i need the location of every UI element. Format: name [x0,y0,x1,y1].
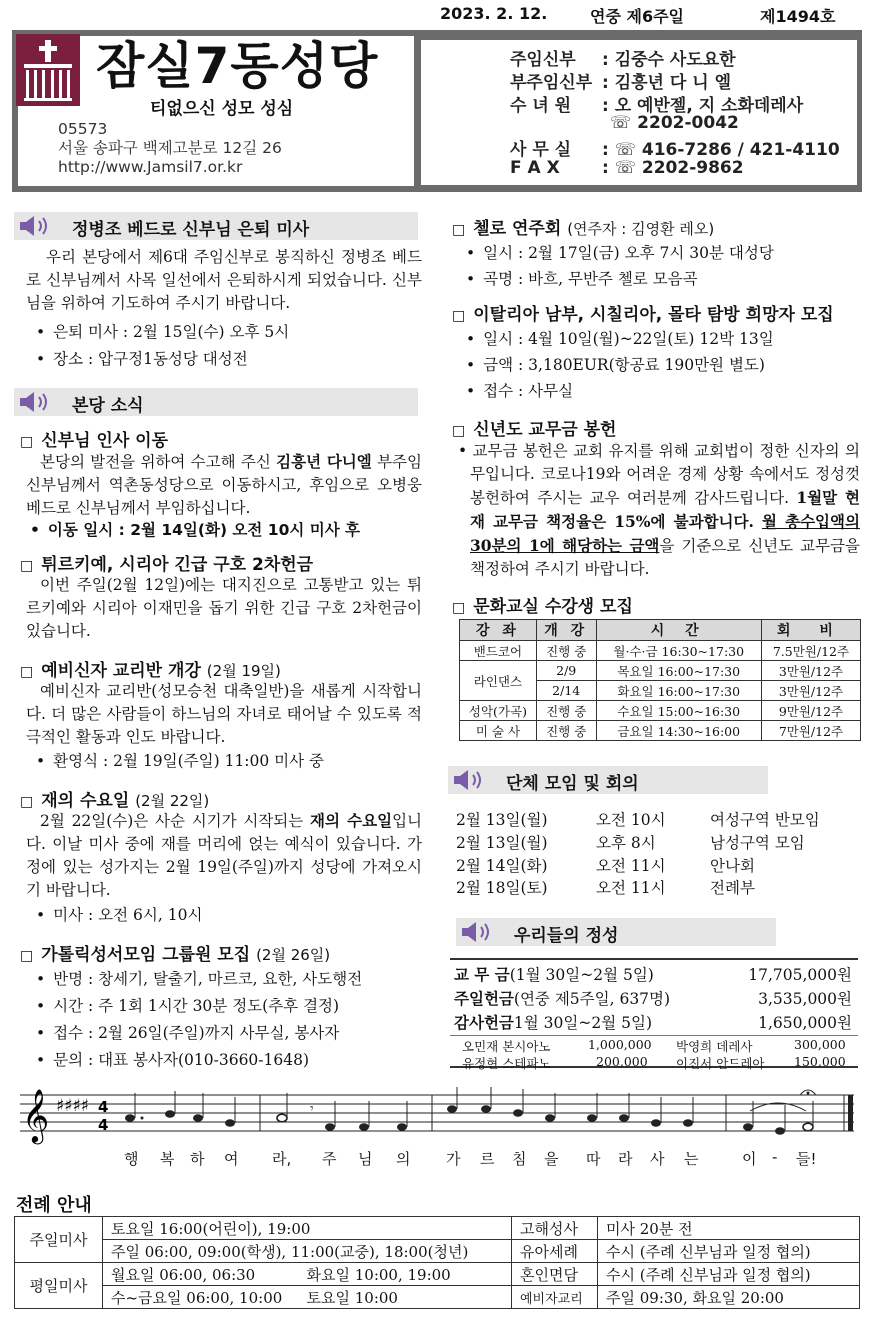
ash-heading: □ 재의 수요일 (2월 22일) [20,791,210,811]
catechumen-heading: □ 예비신자 교리반 개강 (2월 19일) [20,661,281,681]
retire-body: 우리 본당에서 제6대 주임신부로 봉직하신 정병조 베드로 신부님께서 사목 일선에서 은퇴하시게 되었습니다. 신부님을 위하여 기도하여 주시기 바랍니다. [26,248,422,312]
offering-title: 우리들의 정성 [514,926,619,946]
trip-bullet-price: • 금액 : 3,180EUR(항공료 190만원 별도) [466,353,765,375]
square-bullet-icon: □ [20,558,34,574]
square-bullet-icon: □ [20,794,34,810]
meeting-time: 오전 11시 [596,857,666,875]
offering-row: 감사헌금1월 30일~2월 5일) 1,650,000원 [454,1014,852,1032]
square-bullet-icon: □ [20,434,34,450]
section-offering [456,918,776,946]
square-bullet-icon: □ [452,222,466,238]
table-row: 미 술 사 진행 중 금요일 14:30~16:00 7만원/12주 [460,721,861,741]
col-header: 강 좌 [460,620,537,641]
section-meetings [448,766,768,794]
class-table [459,619,861,741]
class-heading: □ 문화교실 수강생 모집 [452,597,633,617]
liturgy-table [14,1216,860,1309]
col-header: 개 강 [536,620,596,641]
svg-text:4: 4 [98,1098,109,1116]
issue-line [440,4,870,28]
catechumen-body: 예비신자 교리반(성모승천 대축일반)을 새롭게 시작합니다. 더 많은 사람들이 하느님의 자녀로 태어날 수 있도록 적극적인 활동과 인도 바랍니다. [26,682,422,746]
square-bullet-icon: □ [452,308,466,324]
meeting-name: 안나회 [710,857,755,875]
svg-text:4: 4 [98,1116,109,1134]
street-address: 서울 송파구 백제고분로 12길 26 [58,139,282,157]
church-logo-icon [16,34,80,106]
transfer-bullet: • 이동 일시 : 2월 14일(화) 오전 10시 미사 후 [30,518,360,540]
donor-name: 유정현 스테파노 [462,1056,551,1071]
cello-heading: □ 첼로 연주회 (연주자 : 김영환 레오) [452,219,715,239]
donor-amount: 1,000,000 [588,1037,652,1052]
staff-office: 사 무 실 : ☏ 416-7286 / 421-4110 [510,140,840,160]
donor-name: 오민재 본시아노 [462,1039,551,1054]
bible-heading: □ 가톨릭성서모임 그룹원 모집 (2월 26일) [20,945,331,965]
bible-bullet-register: • 접수 : 2월 26일(주일)까지 사무실, 봉사자 [36,1021,339,1043]
liturgical-season: 연중 제6주일 [590,7,684,26]
speaker-icon [18,391,58,413]
staff-convent-phone: ☏ 2202-0042 [610,113,739,133]
staff-fax: F A X : ☏ 2202-9862 [510,158,744,178]
table-row: 평일미사 월요일 06:00, 06:30 화요일 10:00, 19:00 혼인면담 수시 (주례 신부님과 일정 협의) [15,1263,860,1286]
meeting-time: 오후 8시 [596,834,656,852]
table-header-row [460,620,861,641]
square-bullet-icon: □ [452,423,466,439]
meeting-time: 오전 10시 [596,811,666,829]
meeting-date: 2월 14일(화) [456,857,548,875]
parish-address-block [58,120,282,177]
square-bullet-icon: □ [20,664,34,680]
col-header: 시 간 [596,620,761,641]
sharps-icon: ♯♯♯♯ [56,1096,89,1116]
section-news [14,388,418,416]
tithe-body: • 교무금 봉헌은 교회 유지를 위해 교회법이 정한 신자의 의무입니다. 코로나19와 어려운 경제 상황 속에서도 정성껏 봉헌하여 주시는 교우 여러분께 감사드립니다. 1월말 현재 교무금 책정율은 15%에 불과합니다. 월 총수입액의 30분의 1에 해당하는 금액을 기준으로 신년도 교무금을 책정하여 주시기 바랍니다. [458,442,860,578]
table-row: 주일미사 토요일 16:00(어린이), 19:00 고해성사 미사 20분 전 [15,1217,860,1240]
bible-bullet-contact: • 문의 : 대표 봉사자(010-3660-1648) [36,1048,309,1070]
website-link[interactable]: http://www.Jamsil7.or.kr [58,158,243,176]
square-bullet-icon: □ [452,600,466,616]
meeting-date: 2월 13일(월) [456,834,548,852]
staff-convent: 수 녀 원 : 오 예반젤, 지 소화데레사 [510,96,804,116]
table-row: 밴드코어 진행 중 월·수·금 16:30~17:30 7.5만원/12주 [460,641,861,661]
svg-text:𝄾: 𝄾 [310,1101,314,1117]
donor-amount: 150,000 [794,1054,846,1069]
speaker-icon [18,215,58,237]
bible-bullet-books: • 반명 : 창세기, 탈출기, 마르코, 요한, 사도행전 [36,967,362,989]
donor-name: 박영희 데레사 [676,1039,753,1054]
issue-number: 제1494호 [760,7,836,26]
ash-bullet: • 미사 : 오전 6시, 10시 [36,903,202,925]
table-row: 성악(가곡) 진행 중 수요일 15:00~16:30 9만원/12주 [460,701,861,721]
meetings-title: 단체 모임 및 회의 [506,774,639,794]
postcode: 05573 [58,120,108,138]
bible-bullet-time: • 시간 : 주 1회 1시간 30분 정도(추후 결정) [36,994,339,1016]
notes [125,1087,816,1135]
tithe-heading: □ 신년도 교무금 봉헌 [452,420,617,440]
liturgy-title: 전례 안내 [16,1195,92,1216]
table-row: 2/14 화요일 16:00~17:30 3만원/12주 [460,681,861,701]
divider [450,1035,858,1036]
meeting-date: 2월 13일(월) [456,811,548,829]
staff-pastor: 주임신부 : 김중수 사도요한 [510,50,736,70]
trip-bullet-date: • 일시 : 4월 10일(월)~22일(토) 12박 13일 [466,327,774,349]
meeting-time: 오전 11시 [596,879,666,897]
retire-title: 정병조 베드로 신부님 은퇴 미사 [72,220,310,240]
meeting-name: 남성구역 모임 [710,834,805,852]
meeting-date: 2월 18일(토) [456,879,548,897]
square-bullet-icon: □ [20,948,34,964]
section-retire [14,212,418,240]
staff-assistant: 부주임신부 : 김흥년 다 니 엘 [510,73,732,93]
table-row: 주일 06:00, 09:00(학생), 11:00(교중), 18:00(청년) 유아세례 수시 (주례 신부님과 일정 협의) [15,1240,860,1263]
relief-heading: □ 튀르키예, 시리아 긴급 구호 2차헌금 [20,555,314,575]
speaker-icon [452,769,492,791]
catechumen-bullet: • 환영식 : 2월 19일(주일) 11:00 미사 중 [36,749,324,771]
donor-amount: 300,000 [794,1037,846,1052]
cello-bullet-time: • 일시 : 2월 17일(금) 오후 7시 30분 대성당 [466,241,774,263]
table-row: 수~금요일 06:00, 10:00 토요일 10:00 예비자교리 주일 09:30, 화요일 20:00 [15,1286,860,1309]
offering-table [450,958,858,1071]
retire-bullet-mass: • 은퇴 미사 : 2월 15일(수) 오후 5시 [36,320,289,342]
meeting-name: 전례부 [710,879,755,897]
treble-clef-icon: 𝄞 [22,1088,50,1142]
ash-body: 2월 22일(수)은 사순 시기가 시작되는 재의 수요일입니다. 이날 미사 중에 재를 머리에 얹는 예식이 있습니다. 가정에 있는 성가지는 2월 19일(주일)까지 성당에 가져오시기 바랍니다. [26,811,423,899]
relief-body: 이번 주일(2월 12일)에는 대지진으로 고통받고 있는 튀르키예와 시리아 이재민을 돕기 위한 긴급 구호 2차헌금이 있습니다. [26,576,422,640]
offering-row: 주일헌금(연중 제5주일, 637명) 3,535,000원 [454,990,852,1008]
transfer-heading: □ 신부님 인사 이동 [20,431,169,451]
retire-bullet-place: • 장소 : 압구정1동성당 대성전 [36,347,248,369]
table-row: 라인댄스 2/9 목요일 16:00~17:30 3만원/12주 [460,661,861,681]
donor-amount: 200,000 [596,1054,648,1069]
transfer-body: 본당의 발전을 위하여 수고해 주신 김흥년 다니엘 부주임신부님께서 역촌동성당으로 이동하시고, 후임으로 오병웅 베드로 신부님께서 부임하십니다. [26,452,422,517]
parish-patron: 티없으신 성모 성심 [150,99,294,119]
news-title: 본당 소식 [72,396,144,416]
col-header: 회 비 [761,620,860,641]
cello-bullet-piece: • 곡명 : 바흐, 무반주 첼로 모음곡 [466,267,698,289]
offering-row: 교 무 금(1월 30일~2월 5일) 17,705,000원 [454,966,852,984]
meeting-name: 여성구역 반모임 [710,811,820,829]
trip-heading: □ 이탈리아 남부, 시칠리아, 몰타 탐방 희망자 모집 [452,305,834,325]
music-staff [12,1083,864,1145]
parish-name: 잠실7동성당 [96,37,379,95]
donor-name: 이진서 안드레아 [676,1056,765,1071]
bulletin-date: 2023. 2. 12. [440,4,548,23]
trip-bullet-register: • 접수 : 사무실 [466,379,573,401]
speaker-icon [460,921,500,943]
